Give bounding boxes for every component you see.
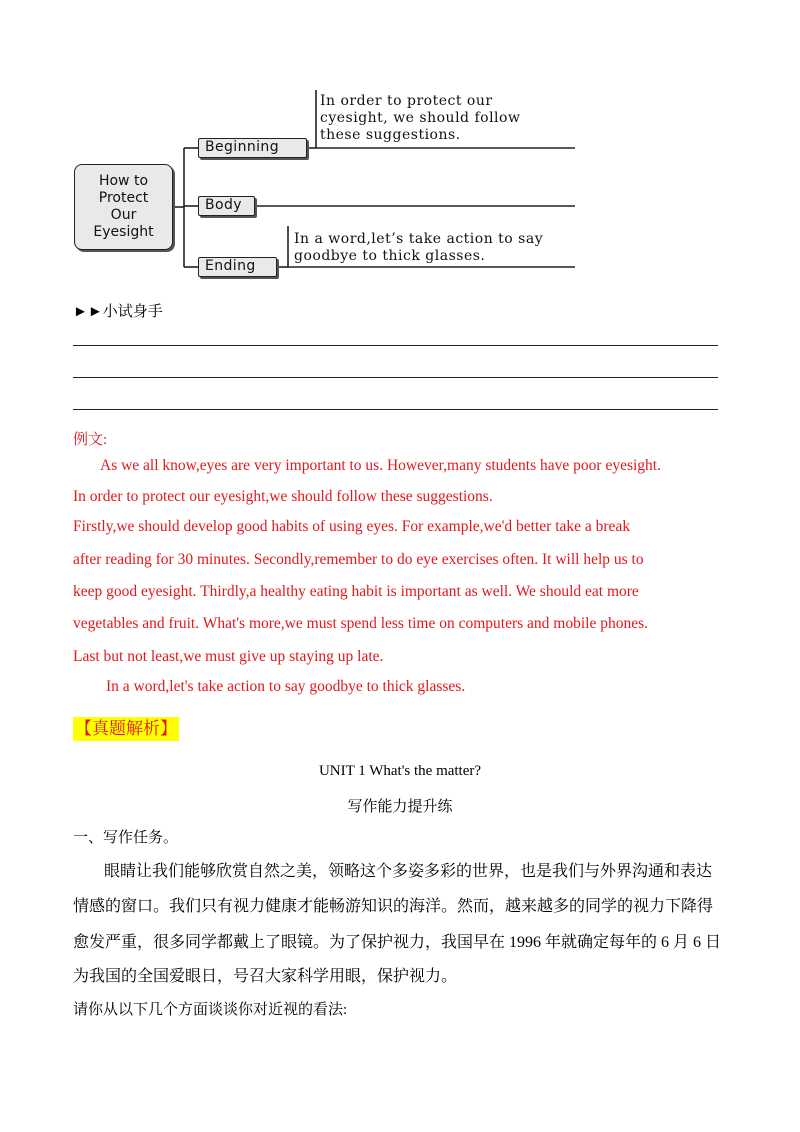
example-line: In order to protect our eyesight,we should follow these suggestions. <box>73 488 493 505</box>
example-line: As we all know,eyes are very important to us. However,many students have poor eyesight. <box>100 457 661 474</box>
beginning-node: Beginning <box>198 138 307 158</box>
answer-line[interactable] <box>73 377 718 378</box>
ending-text-line: goodbye to thick glasses. <box>294 248 486 264</box>
task-line: 眼睛让我们能够欣赏自然之美，领略这个多姿多彩的世界，也是我们与外界沟通和表达 <box>104 863 713 880</box>
center-node-line: How to <box>98 173 149 189</box>
trial-heading: ►►小试身手 <box>73 304 163 320</box>
beginning-text-line: these suggestions. <box>320 127 461 143</box>
example-line: In a word,let's take action to say goodbye to thick glasses. <box>106 678 466 695</box>
example-line: Last but not least,we must give up staying up late. <box>73 648 384 665</box>
center-node-line: Eyesight <box>93 224 154 240</box>
example-label: 例文: <box>73 432 108 448</box>
center-node-line: Our <box>110 207 137 223</box>
task-line: 愈发严重，很多同学都戴上了眼镜。为了保护视力，我国早在 1996 年就确定每年的 6 月 6 日 <box>73 934 722 951</box>
mind-map-diagram <box>0 0 800 290</box>
example-line: Firstly,we should develop good habits of using eyes. For example,we'd better take a break <box>73 518 631 535</box>
beginning-text <box>320 93 520 144</box>
ending-text <box>294 231 543 265</box>
task-heading: 一、写作任务。 <box>73 830 179 846</box>
example-line: after reading for 30 minutes. Secondly,remember to do eye exercises often. It will help us to <box>73 551 644 568</box>
beginning-text-line: cyesight, we should follow <box>320 110 521 126</box>
task-line: 情感的窗口。我们只有视力健康才能畅游知识的海洋。然而，越来越多的同学的视力下降得 <box>73 898 714 915</box>
answer-line[interactable] <box>73 345 718 346</box>
beginning-text-line: In order to protect our <box>320 93 493 109</box>
task-line: 为我国的全国爱眼日，号召大家科学用眼，保护视力。 <box>73 968 458 985</box>
example-line: vegetables and fruit. What's more,we must spend less time on computers and mobile phones. <box>73 615 649 632</box>
ending-text-line: In a word,let’s take action to say <box>294 231 544 247</box>
answer-line[interactable] <box>73 409 718 410</box>
body-node: Body <box>198 196 255 216</box>
ending-node: Ending <box>198 257 277 277</box>
example-line: keep good eyesight. Thirdly,a healthy eating habit is important as well. We should eat more <box>73 583 639 600</box>
unit-title: UNIT 1 What's the matter? <box>318 763 482 779</box>
center-node-line: Protect <box>98 190 149 206</box>
unit-subtitle: 写作能力提升练 <box>347 799 453 815</box>
task-line: 请你从以下几个方面谈谈你对近视的看法: <box>73 1002 348 1018</box>
center-node <box>74 164 173 250</box>
section-badge: 【真题解析】 <box>73 717 179 741</box>
